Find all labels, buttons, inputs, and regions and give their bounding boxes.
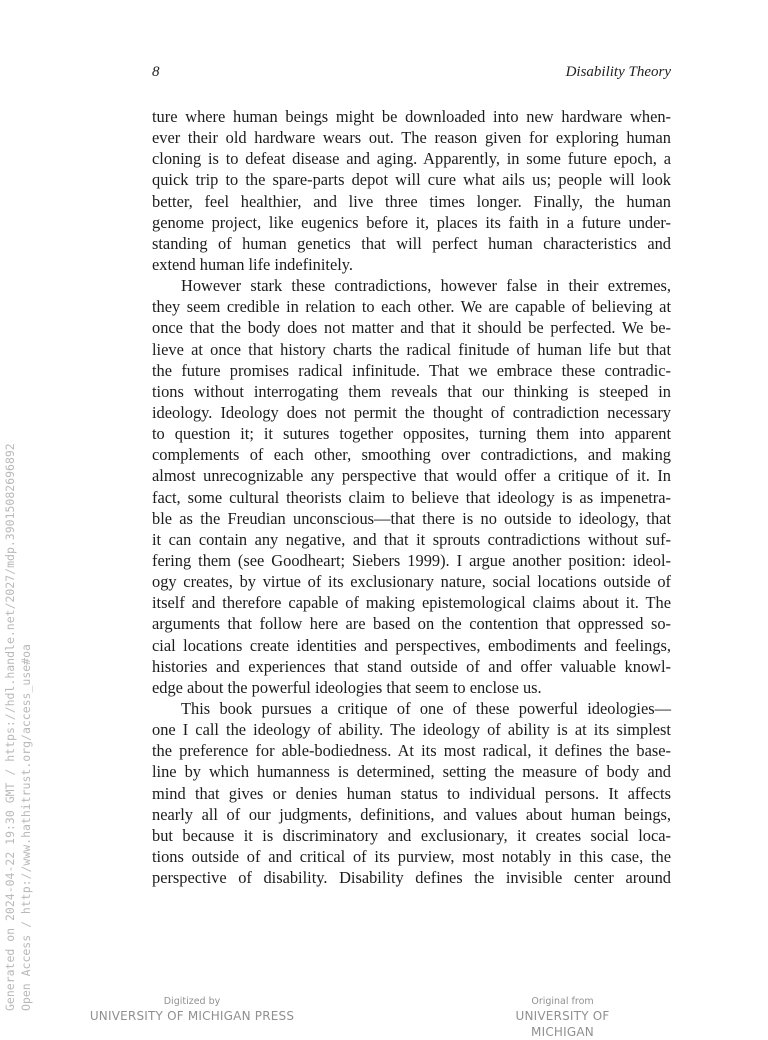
text-line: it can contain any negative, and that it sprouts contradictions without suf-: [152, 529, 671, 549]
text-line: fact, some cultural theorists claim to believe that ideology is as impenetra-: [152, 487, 671, 507]
text-line: genome project, like eugenics before it, places its faith in a future under-: [152, 212, 671, 232]
text-line: tions without interrogating them reveals that our thinking is steeped in: [152, 381, 671, 401]
text-line: complements of each other, smoothing over contradictions, and making: [152, 445, 671, 465]
text-line: However stark these contradictions, however false in their extremes,: [181, 276, 671, 296]
text-line: arguments that follow here are based on the contention that oppressed so-: [152, 614, 671, 634]
text-line: tions outside of and critical of its purview, most notably in this case, the: [152, 846, 671, 866]
text-line: standing of human genetics that will perfect human characteristics and: [152, 233, 671, 253]
text-line: line by which humanness is determined, setting the measure of body and: [152, 762, 671, 782]
access-watermark: [0, 0, 40, 1024]
text-line: once that the body does not matter and that it should be perfected. We be-: [152, 318, 671, 338]
text-line: but because it is discriminatory and exclusionary, it creates social loca-: [152, 825, 671, 845]
text-line: they seem credible in relation to each other. We are capable of believing at: [152, 297, 671, 317]
text-line: to question it; it sutures together opposites, turning them into apparent: [152, 424, 671, 444]
body-text: [152, 106, 671, 888]
watermark-generated-line: Generated on 2024-04-22 19:30 GMT / https://hdl.handle.net/2027/mdp.39015082696892: [3, 443, 17, 1011]
digitized-by: UNIVERSITY OF MICHIGAN PRESS: [89, 1009, 295, 1023]
page-header: [152, 64, 671, 86]
text-line: mind that gives or denies human status to individual persons. It affects: [152, 783, 671, 803]
original-label: Original from: [531, 996, 594, 1007]
text-line: the preference for able-bodiedness. At its most radical, it defines the base-: [152, 741, 671, 761]
text-line: cial locations create identities and perspectives, embodiments and feelings,: [152, 635, 671, 655]
text-line: better, feel healthier, and live three times longer. Finally, the human: [152, 191, 671, 211]
text-line: almost unrecognizable any perspective that would offer a critique of it. In: [152, 466, 671, 486]
text-line: histories and experiences that stand outside of and offer valuable knowl-: [152, 656, 671, 676]
text-line: fering them (see Goodheart; Siebers 1999). I argue another position: ideol-: [152, 550, 671, 570]
text-line: ble as the Freudian unconscious—that there is no outside to ideology, that: [152, 508, 671, 528]
text-line: cloning is to defeat disease and aging. Apparently, in some future epoch, a: [152, 149, 671, 169]
running-head: Disability Theory: [565, 64, 671, 80]
text-line: ever their old hardware wears out. The reason given for exploring human: [152, 128, 671, 148]
text-line: the future promises radical infinitude. That we embrace these contradic-: [152, 360, 671, 380]
text-line: itself and therefore capable of making epistemological claims about it. The: [152, 593, 671, 613]
text-line: ideology. Ideology does not permit the thought of contradiction necessary: [152, 402, 671, 422]
digitized-label: Digitized by: [163, 996, 221, 1007]
text-line: ture where human beings might be downloaded into new hardware when-: [152, 107, 671, 126]
page-number: 8: [152, 64, 160, 80]
page-footer: [0, 996, 768, 1039]
original-credit: [485, 996, 640, 1040]
text-line: edge about the powerful ideologies that seem to enclose us.: [152, 677, 542, 697]
text-line: This book pursues a critique of one of these powerful ideologies—: [181, 698, 671, 718]
text-line: one I call the ideology of ability. The ideology of ability is at its simplest: [152, 720, 671, 740]
watermark-access-line: Open Access / http://www.hathitrust.org/access_use#oa: [19, 644, 33, 1011]
text-line: extend human life indefinitely.: [152, 254, 354, 274]
text-line: perspective of disability. Disability defines the invisible center around: [152, 868, 671, 888]
digitized-credit: [82, 996, 302, 1024]
text-line: nearly all of our judgments, definitions, and values about human beings,: [152, 804, 671, 824]
text-line: quick trip to the spare-parts depot will cure what ails us; people will look: [152, 170, 671, 190]
text-line: lieve at once that history charts the radical finitude of human life but that: [152, 339, 671, 359]
text-line: ogy creates, by virtue of its exclusionary nature, social locations outside of: [152, 572, 671, 592]
original-from: UNIVERSITY OF MICHIGAN: [515, 1009, 610, 1039]
